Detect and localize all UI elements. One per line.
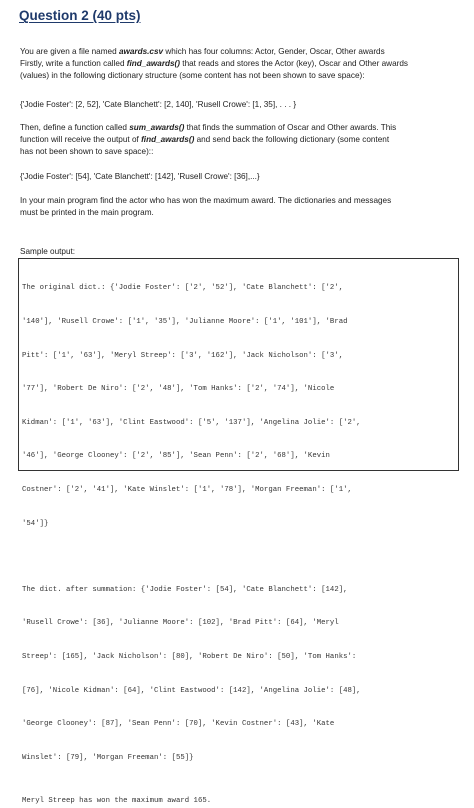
output-line: Costner': ['2', '41'], 'Kate Winslet': ['1', '78'], 'Morgan Freeman': ['1', bbox=[22, 486, 352, 495]
intro-text: function will receive the output of bbox=[20, 134, 142, 144]
intro-text: You are given a file named bbox=[20, 47, 119, 56]
output-line: [76], 'Nicole Kidman': [64], 'Clint Eastwood': [142], 'Angelina Jolie': [48], bbox=[22, 686, 361, 695]
intro-text: and send back the following dictionary (some content bbox=[194, 134, 390, 144]
intro-text: must be printed in the main program. bbox=[20, 207, 154, 217]
sample-output-box bbox=[18, 258, 459, 806]
function-name: find_awards() bbox=[126, 58, 181, 68]
sample-output-label: Sample output: bbox=[20, 247, 76, 256]
function-name: sum_awards() bbox=[129, 123, 185, 132]
intro-text: In your main program find the actor who has won the maximum award. The dictionaries and messages bbox=[20, 196, 392, 205]
output-line: Kidman': ['1', '63'], 'Clint Eastwood': ['5', '137'], 'Angelina Jolie': ['2', bbox=[22, 418, 361, 427]
example-dict-2: {'Jodie Foster': [54], 'Cate Blanchett': [142], 'Rusell Crowe': [36],...} bbox=[20, 172, 260, 181]
output-line: '46'], 'George Clooney': ['2', '85'], 'Sean Penn': ['2', '68'], 'Kevin bbox=[22, 452, 330, 461]
intro-paragraph-3 bbox=[20, 195, 460, 219]
intro-text: (values) in the following dictionary structure (some content has not been shown to save space): bbox=[20, 70, 365, 80]
example-dict-1: {'Jodie Foster': [2, 52], 'Cate Blanchett': [2, 140], 'Rusell Crowe': [1, 35], . . . } bbox=[20, 100, 297, 109]
output-line: The dict. after summation: {'Jodie Foster': [54], 'Cate Blanchett': [142], bbox=[22, 585, 348, 594]
output-line: '54']} bbox=[22, 519, 49, 528]
output-line: '77'], 'Robert De Niro': ['2', '48'], 'Tom Hanks': ['2', '74'], 'Nicole bbox=[22, 385, 335, 394]
question-title: Question 2 (40 pts) bbox=[19, 8, 141, 23]
output-line: 'George Clooney': [87], 'Sean Penn': [70], 'Kevin Costner': [43], 'Kate bbox=[22, 720, 335, 729]
intro-text: Then, define a function called bbox=[20, 123, 130, 132]
intro-paragraph-2 bbox=[20, 122, 460, 157]
output-line: The original dict.: {'Jodie Foster': ['2', '52'], 'Cate Blanchett': ['2', bbox=[22, 284, 344, 293]
intro-text: that finds the summation of Oscar and Other awards. This bbox=[184, 123, 397, 132]
output-line: Pitt': ['1', '63'], 'Meryl Streep': ['3', '162'], 'Jack Nicholson': ['3', bbox=[22, 351, 344, 360]
output-line: Winslet': [79], 'Morgan Freeman': [55]} bbox=[22, 753, 194, 762]
function-name: find_awards() bbox=[141, 134, 195, 144]
original-dict-block bbox=[22, 261, 455, 552]
intro-text: has not been shown to save space):: bbox=[20, 146, 154, 156]
intro-text: Firstly, write a function called bbox=[20, 58, 127, 68]
intro-text: that reads and stores the Actor (key), Oscar and Other awards bbox=[180, 58, 409, 68]
intro-text: which has four columns: Actor, Gender, Oscar, Other awards bbox=[163, 47, 385, 56]
output-line: '140'], 'Rusell Crowe': ['1', '35'], 'Julianne Moore': ['1', '101'], 'Brad bbox=[22, 318, 348, 327]
intro-paragraph-1 bbox=[20, 46, 460, 81]
output-line: 'Rusell Crowe': [36], 'Julianne Moore': [102], 'Brad Pitt': [64], 'Meryl bbox=[22, 619, 339, 628]
file-name: awards.csv bbox=[118, 47, 164, 56]
result-line: Meryl Streep has won the maximum award 165. bbox=[22, 797, 212, 806]
summed-dict-block bbox=[22, 562, 455, 786]
output-line: Streep': [165], 'Jack Nicholson': [80], 'Robert De Niro': [50], 'Tom Hanks': bbox=[22, 652, 357, 661]
